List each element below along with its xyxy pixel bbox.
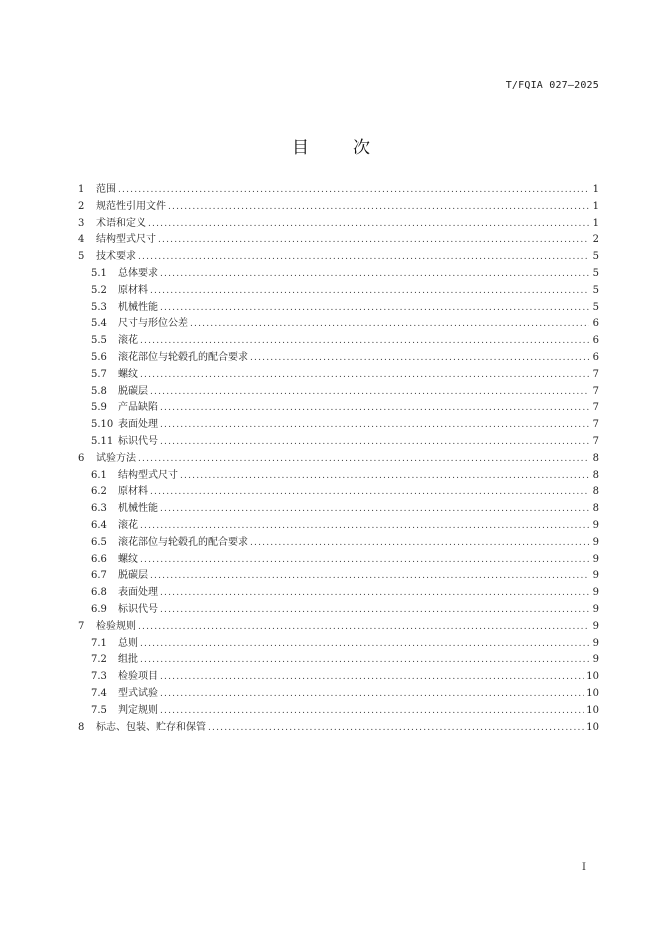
toc-title-char: 目 — [292, 138, 309, 158]
toc-leader-dots — [160, 400, 589, 417]
toc-entry-title: 标识代号 — [118, 603, 158, 615]
toc-entry-title: 型式试验 — [118, 687, 158, 699]
page-number: I — [582, 862, 586, 873]
toc-entry-page: 7 — [592, 368, 599, 380]
toc-entry-page: 8 — [592, 469, 599, 481]
toc-entry-number: 7.4 — [91, 687, 107, 699]
toc-entry[interactable] — [78, 249, 599, 266]
toc-entry[interactable] — [78, 636, 599, 653]
toc-entry[interactable] — [78, 216, 599, 233]
toc-entry[interactable] — [78, 568, 599, 585]
toc-entry-title: 脱碳层 — [118, 385, 148, 397]
toc-entry[interactable] — [78, 518, 599, 535]
toc-entry-title: 机械性能 — [118, 503, 158, 515]
toc-leader-dots — [140, 333, 589, 350]
toc-entry[interactable] — [78, 686, 599, 703]
toc-entry-number: 5.5 — [91, 335, 107, 347]
toc-leader-dots — [158, 232, 589, 249]
toc-entry[interactable] — [78, 501, 599, 518]
toc-entry-page: 2 — [592, 234, 599, 246]
toc-entry-title: 检验项目 — [118, 671, 158, 683]
toc-entry-page: 8 — [592, 452, 599, 464]
toc-entry-number: 5 — [78, 251, 85, 263]
toc-entry-number: 6.1 — [91, 469, 107, 481]
toc-entry-number: 5.1 — [91, 267, 107, 279]
toc-entry-number: 5.4 — [91, 318, 107, 330]
toc-entry-number: 5.2 — [91, 284, 107, 296]
toc-entry-number: 5.11 — [91, 435, 114, 447]
toc-entry-page: 6 — [592, 351, 599, 363]
toc-entry-page: 6 — [592, 335, 599, 347]
toc-leader-dots — [148, 216, 589, 233]
toc-entry[interactable] — [78, 300, 599, 317]
toc-entry-page: 5 — [592, 284, 599, 296]
toc-title — [0, 133, 662, 158]
toc-entry-number: 6.5 — [91, 536, 107, 548]
toc-leader-dots — [138, 249, 589, 266]
toc-entry-page: 9 — [592, 536, 599, 548]
toc-leader-dots — [140, 636, 589, 653]
toc-entry[interactable] — [78, 535, 599, 552]
toc-entry-number: 6.4 — [91, 519, 107, 531]
toc-entry-title: 原材料 — [118, 486, 148, 498]
toc-entry-number: 6 — [78, 452, 85, 464]
toc-entry-number: 2 — [78, 200, 85, 212]
toc-entry-page: 10 — [586, 704, 599, 716]
toc-entry[interactable] — [78, 400, 599, 417]
toc-entry-title: 机械性能 — [118, 301, 158, 313]
toc-entry-number: 6.8 — [91, 587, 107, 599]
toc-entry-number: 1 — [78, 184, 85, 195]
toc-leader-dots — [190, 316, 589, 333]
toc-entry-page: 7 — [592, 402, 599, 414]
toc-leader-dots — [160, 669, 584, 686]
toc-leader-dots — [160, 434, 589, 451]
toc-entry-page: 9 — [592, 654, 599, 666]
toc-entry-page: 10 — [586, 687, 599, 699]
toc-leader-dots — [180, 468, 589, 485]
toc-leader-dots — [138, 451, 589, 468]
toc-entry-number: 7.1 — [91, 637, 107, 649]
toc-entry-title: 检验规则 — [96, 620, 136, 632]
toc-leader-dots — [118, 182, 589, 199]
toc-entry-title: 螺纹 — [118, 368, 138, 380]
toc-entry-page: 7 — [592, 385, 599, 397]
toc-leader-dots — [160, 686, 584, 703]
toc-entry-number: 3 — [78, 217, 85, 229]
toc-entry[interactable] — [78, 266, 599, 283]
toc-entry-number: 6.2 — [91, 486, 107, 498]
toc-entry-number: 6.3 — [91, 503, 107, 515]
toc-entry[interactable] — [78, 602, 599, 619]
toc-entry[interactable] — [78, 552, 599, 569]
toc-entry-title: 尺寸与形位公差 — [118, 318, 188, 330]
toc-entry-title: 表面处理 — [118, 419, 158, 431]
toc-leader-dots — [160, 602, 589, 619]
toc-entry-page: 9 — [592, 620, 599, 632]
toc-list — [78, 182, 599, 736]
toc-entry[interactable] — [78, 182, 599, 199]
toc-entry-number: 5.6 — [91, 351, 107, 363]
toc-entry-page: 5 — [592, 301, 599, 313]
toc-entry-page: 9 — [592, 553, 599, 565]
toc-entry-number: 5.3 — [91, 301, 107, 313]
toc-leader-dots — [160, 501, 589, 518]
toc-entry-number: 7.2 — [91, 654, 107, 666]
toc-entry-title: 标识代号 — [118, 435, 158, 447]
toc-entry-title: 判定规则 — [118, 704, 158, 716]
toc-entry[interactable] — [78, 585, 599, 602]
toc-leader-dots — [168, 199, 589, 216]
toc-entry[interactable] — [78, 703, 599, 720]
toc-entry-title: 原材料 — [118, 284, 148, 296]
toc-entry[interactable] — [78, 720, 599, 737]
toc-leader-dots — [150, 384, 589, 401]
toc-entry-page: 5 — [592, 267, 599, 279]
toc-entry[interactable] — [78, 283, 599, 300]
toc-entry-page: 9 — [592, 603, 599, 615]
toc-leader-dots — [250, 350, 589, 367]
toc-leader-dots — [140, 552, 589, 569]
toc-entry-title: 脱碳层 — [118, 570, 148, 582]
toc-entry-title: 表面处理 — [118, 587, 158, 599]
toc-entry-number: 5.8 — [91, 385, 107, 397]
toc-entry-title: 技术要求 — [96, 251, 136, 263]
toc-entry-page: 9 — [592, 519, 599, 531]
toc-leader-dots — [150, 484, 589, 501]
toc-leader-dots — [250, 535, 589, 552]
toc-entry-number: 4 — [78, 234, 85, 246]
toc-entry-title: 试验方法 — [96, 452, 136, 464]
toc-entry[interactable] — [78, 350, 599, 367]
toc-entry-number: 7 — [78, 620, 85, 632]
toc-entry-title: 总则 — [118, 637, 138, 649]
toc-entry-page: 10 — [586, 721, 599, 733]
toc-entry-page: 1 — [592, 217, 599, 229]
toc-entry-title: 范围 — [96, 184, 116, 195]
toc-entry[interactable] — [78, 333, 599, 350]
toc-entry-page: 9 — [592, 637, 599, 649]
toc-entry-title: 术语和定义 — [96, 217, 146, 229]
toc-entry-page: 5 — [592, 251, 599, 263]
toc-entry[interactable] — [78, 417, 599, 434]
toc-leader-dots — [160, 703, 584, 720]
toc-entry-title: 螺纹 — [118, 553, 138, 565]
toc-entry-page: 8 — [592, 503, 599, 515]
toc-entry-page: 9 — [592, 570, 599, 582]
toc-entry-number: 7.5 — [91, 704, 107, 716]
toc-leader-dots — [140, 518, 589, 535]
toc-entry-title: 组批 — [118, 654, 138, 666]
toc-entry-number: 8 — [78, 721, 85, 733]
toc-leader-dots — [160, 300, 589, 317]
document-code: T/FQIA 027—2025 — [505, 80, 599, 91]
toc-entry-title: 滚花 — [118, 335, 138, 347]
toc-entry-title: 滚花部位与轮毂孔的配合要求 — [118, 351, 248, 363]
toc-leader-dots — [140, 652, 589, 669]
toc-entry-page: 1 — [592, 200, 599, 212]
toc-entry-number: 6.9 — [91, 603, 107, 615]
toc-leader-dots — [150, 283, 589, 300]
toc-entry-page: 7 — [592, 435, 599, 447]
toc-entry[interactable] — [78, 669, 599, 686]
toc-entry[interactable] — [78, 367, 599, 384]
toc-entry-page: 1 — [592, 184, 599, 195]
toc-entry-title: 规范性引用文件 — [96, 200, 166, 212]
toc-entry-page: 9 — [592, 587, 599, 599]
toc-entry[interactable] — [78, 199, 599, 216]
toc-leader-dots — [140, 367, 589, 384]
toc-entry-title: 总体要求 — [118, 267, 158, 279]
toc-leader-dots — [208, 720, 584, 737]
toc-entry-title: 结构型式尺寸 — [96, 234, 156, 246]
toc-entry-number: 6.6 — [91, 553, 107, 565]
toc-entry[interactable] — [78, 468, 599, 485]
toc-leader-dots — [160, 266, 589, 283]
toc-entry-title: 产品缺陷 — [118, 402, 158, 414]
toc-title-char: 次 — [353, 138, 370, 158]
toc-entry-number: 5.7 — [91, 368, 107, 380]
toc-entry[interactable] — [78, 434, 599, 451]
toc-leader-dots — [138, 619, 589, 636]
toc-entry-number: 6.7 — [91, 570, 107, 582]
toc-entry-number: 5.10 — [91, 419, 114, 431]
toc-entry[interactable] — [78, 652, 599, 669]
toc-entry-page: 10 — [586, 671, 599, 683]
toc-entry-page: 8 — [592, 486, 599, 498]
toc-entry-title: 结构型式尺寸 — [118, 469, 178, 481]
toc-entry-number: 5.9 — [91, 402, 107, 414]
toc-leader-dots — [160, 417, 589, 434]
toc-entry[interactable] — [78, 316, 599, 333]
toc-entry-title: 标志、包装、贮存和保管 — [96, 721, 206, 733]
toc-entry[interactable] — [78, 384, 599, 401]
toc-entry[interactable] — [78, 451, 599, 468]
toc-entry[interactable] — [78, 619, 599, 636]
toc-entry[interactable] — [78, 232, 599, 249]
toc-entry-number: 7.3 — [91, 671, 107, 683]
toc-leader-dots — [150, 568, 589, 585]
toc-entry[interactable] — [78, 484, 599, 501]
toc-entry-page: 7 — [592, 419, 599, 431]
toc-leader-dots — [160, 585, 589, 602]
toc-entry-title: 滚花部位与轮毂孔的配合要求 — [118, 536, 248, 548]
toc-entry-title: 滚花 — [118, 519, 138, 531]
toc-entry-page: 6 — [592, 318, 599, 330]
